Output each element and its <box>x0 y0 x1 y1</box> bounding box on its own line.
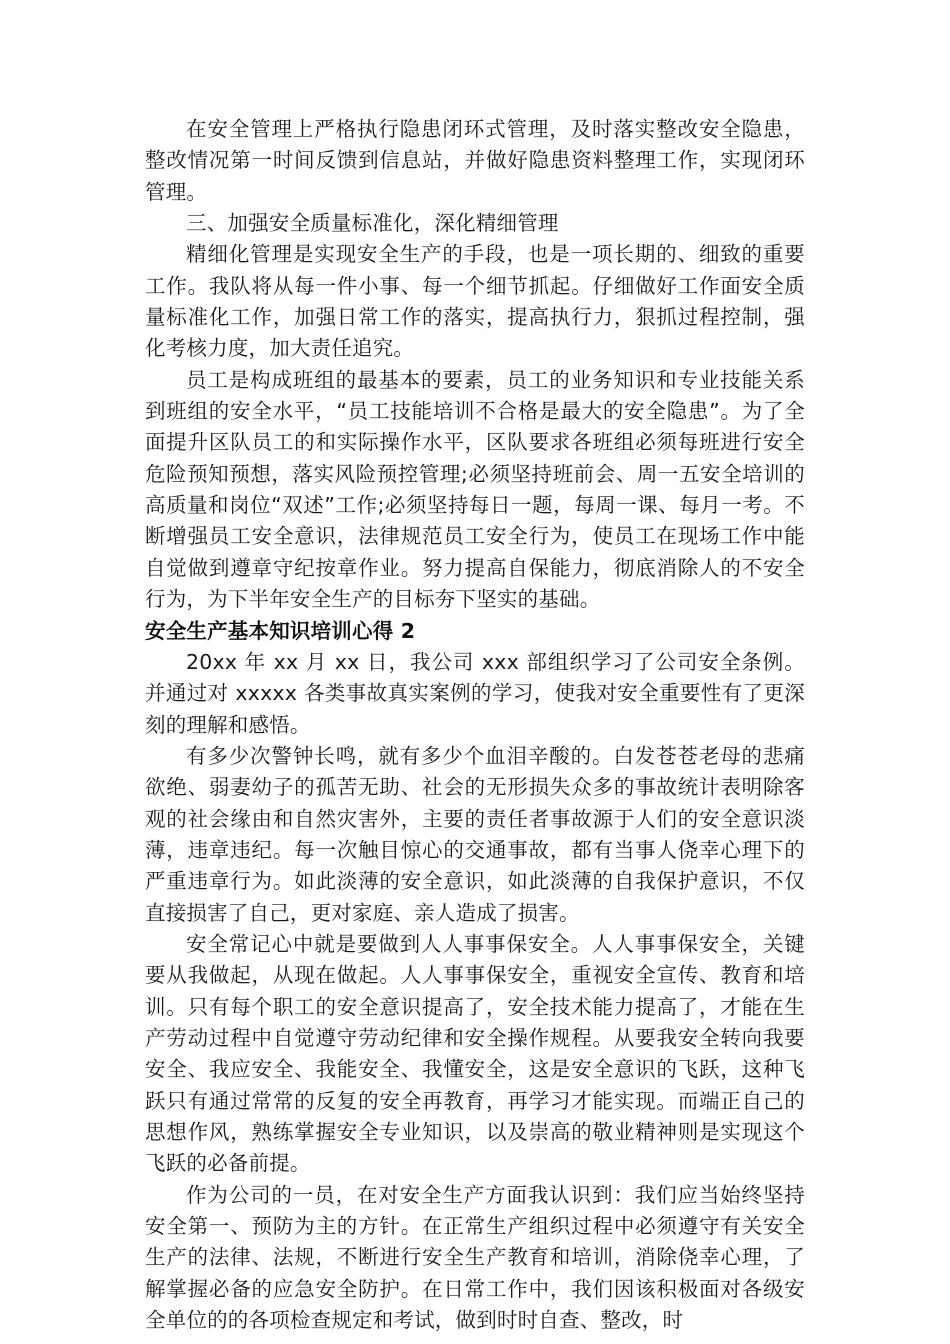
paragraph-warning-bell: 有多少次警钟长鸣，就有多少个血泪辛酸的。白发苍苍老母的悲痛欲绝、弱妻幼子的孤苦无助、社会的无形损失众多的事故统计表明除客观的社会缘由和自然灾害外，主要的责任者事故源于人们的安全意识淡薄，违章违纪。每一次触目惊心的交通事故，都有当事人侥幸心理下的严重违章行为。如此淡薄的安全意识，如此淡薄的自我保护意识，不仅直接损害了自己，更对家庭、亲人造成了损害。 <box>145 743 805 925</box>
paragraph-employee-training: 员工是构成班组的最基本的要素，员工的业务知识和专业技能关系到班组的安全水平，“员工技能培训不合格是最大的安全隐患”。为了全面提升区队员工的和实际操作水平，区队要求各班组必须每班进行安全危险预知预想，落实风险预控管理;必须坚持班前会、周一五安全培训的高质量和岗位“双述”工作;必须坚持每日一题，每周一课、每月一考。不断增强员工安全意识，法律规范员工安全行为，使员工在现场工作中能自觉做到遵章守纪按章作业。努力提高自保能力，彻底消除人的不安全行为，为下半年安全生产的目标夯下坚实的基础。 <box>145 367 805 612</box>
paragraph-safety-in-mind: 安全常记心中就是要做到人人事事保安全。人人事事保安全，关键要从我做起，从现在做起。人人事事保安全，重视安全宣传、教育和培训。只有每个职工的安全意识提高了，安全技术能力提高了，才能在生产劳动过程中自觉遵守劳动纪律和安全操作规程。从要我安全转向我要安全、我应安全、我能安全、我懂安全，这是安全意识的飞跃，这种飞跃只有通过常常的反复的安全再教育，再学习才能实现。而端正自己的思想作风，熟练掌握安全专业知识，以及崇高的敬业精神则是实现这个飞跃的必备前提。 <box>145 931 805 1176</box>
article-heading: 安全生产基本知识培训心得 2 <box>145 618 416 643</box>
paragraph-hazard-management: 在安全管理上严格执行隐患闭环式管理，及时落实整改安全隐患，整改情况第一时间反馈到信息站，并做好隐患资料整理工作，实现闭环管理。 <box>145 117 805 204</box>
document-body <box>145 114 805 1336</box>
paragraph-company-member: 作为公司的一员，在对安全生产方面我认识到：我们应当始终坚持安全第一、预防为主的方针。在正常生产组织过程中必须遵守有关安全生产的法律、法规，不断进行安全生产教育和培训，消除侥幸心理，了解掌握必备的应急安全防护。在日常工作中，我们因该积极面对各级安全单位的的各项检查规定和考试，做到时时自查、整改，时 <box>145 1182 805 1333</box>
paragraph-refined-management: 精细化管理是实现安全生产的手段，也是一项长期的、细致的重要工作。我队将从每一件小事、每一个细节抓起。仔细做好工作面安全质量标准化工作，加强日常工作的落实，提高执行力，狠抓过程控制，强化考核力度，加大责任追究。 <box>145 242 805 361</box>
section-heading-three: 三、加强安全质量标准化，深化精细管理 <box>186 211 559 236</box>
paragraph-study-intro: 20xx 年 xx 月 xx 日，我公司 xxx 部组织学习了公司安全条例。并通过对 xxxxx 各类事故真实案例的学习，使我对安全重要性有了更深刻的理解和感悟。 <box>145 649 805 737</box>
